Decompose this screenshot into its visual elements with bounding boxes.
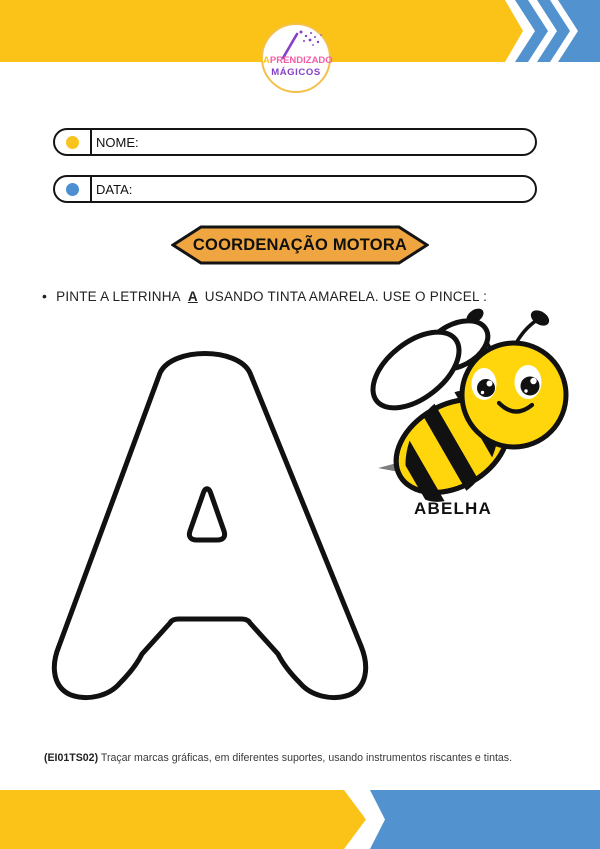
date-field-label: DATA: [96, 181, 133, 197]
name-field-label: NOME: [96, 134, 139, 150]
bee-head [462, 343, 566, 447]
footer-band-yellow [0, 790, 367, 849]
name-field-bullet [55, 130, 92, 154]
skill-code: (EI01TS02) [43, 752, 99, 764]
target-letter-inline: A [187, 289, 198, 304]
date-input[interactable] [132, 177, 535, 201]
animal-label: ABELHA [413, 499, 493, 518]
activity-banner-title: COORDENAÇÃO MOTORA [192, 235, 408, 254]
yellow-dot-icon [66, 136, 79, 149]
name-field [53, 128, 537, 156]
name-input[interactable] [139, 130, 535, 154]
footer-band-blue [356, 790, 600, 849]
date-field-bullet [55, 177, 92, 201]
skill-code-note: (EI01TS02) Traçar marcas gráficas, em diferentes suportes, usando instrumentos riscantes e tintas. [43, 752, 513, 764]
date-field [53, 175, 537, 203]
brand-name-line2: MÁGICOS [271, 67, 321, 78]
instruction-text: • PINTE A LETRINHA A USANDO TINTA AMARELA. USE O PINCEL : [42, 288, 488, 304]
letter-a-outline[interactable] [52, 353, 368, 699]
bullet-icon: • [42, 288, 48, 304]
brand-name: APRENDIZADO [263, 55, 333, 66]
bee-illustration [368, 306, 573, 496]
brand-logo [261, 23, 331, 93]
blue-dot-icon [66, 183, 79, 196]
